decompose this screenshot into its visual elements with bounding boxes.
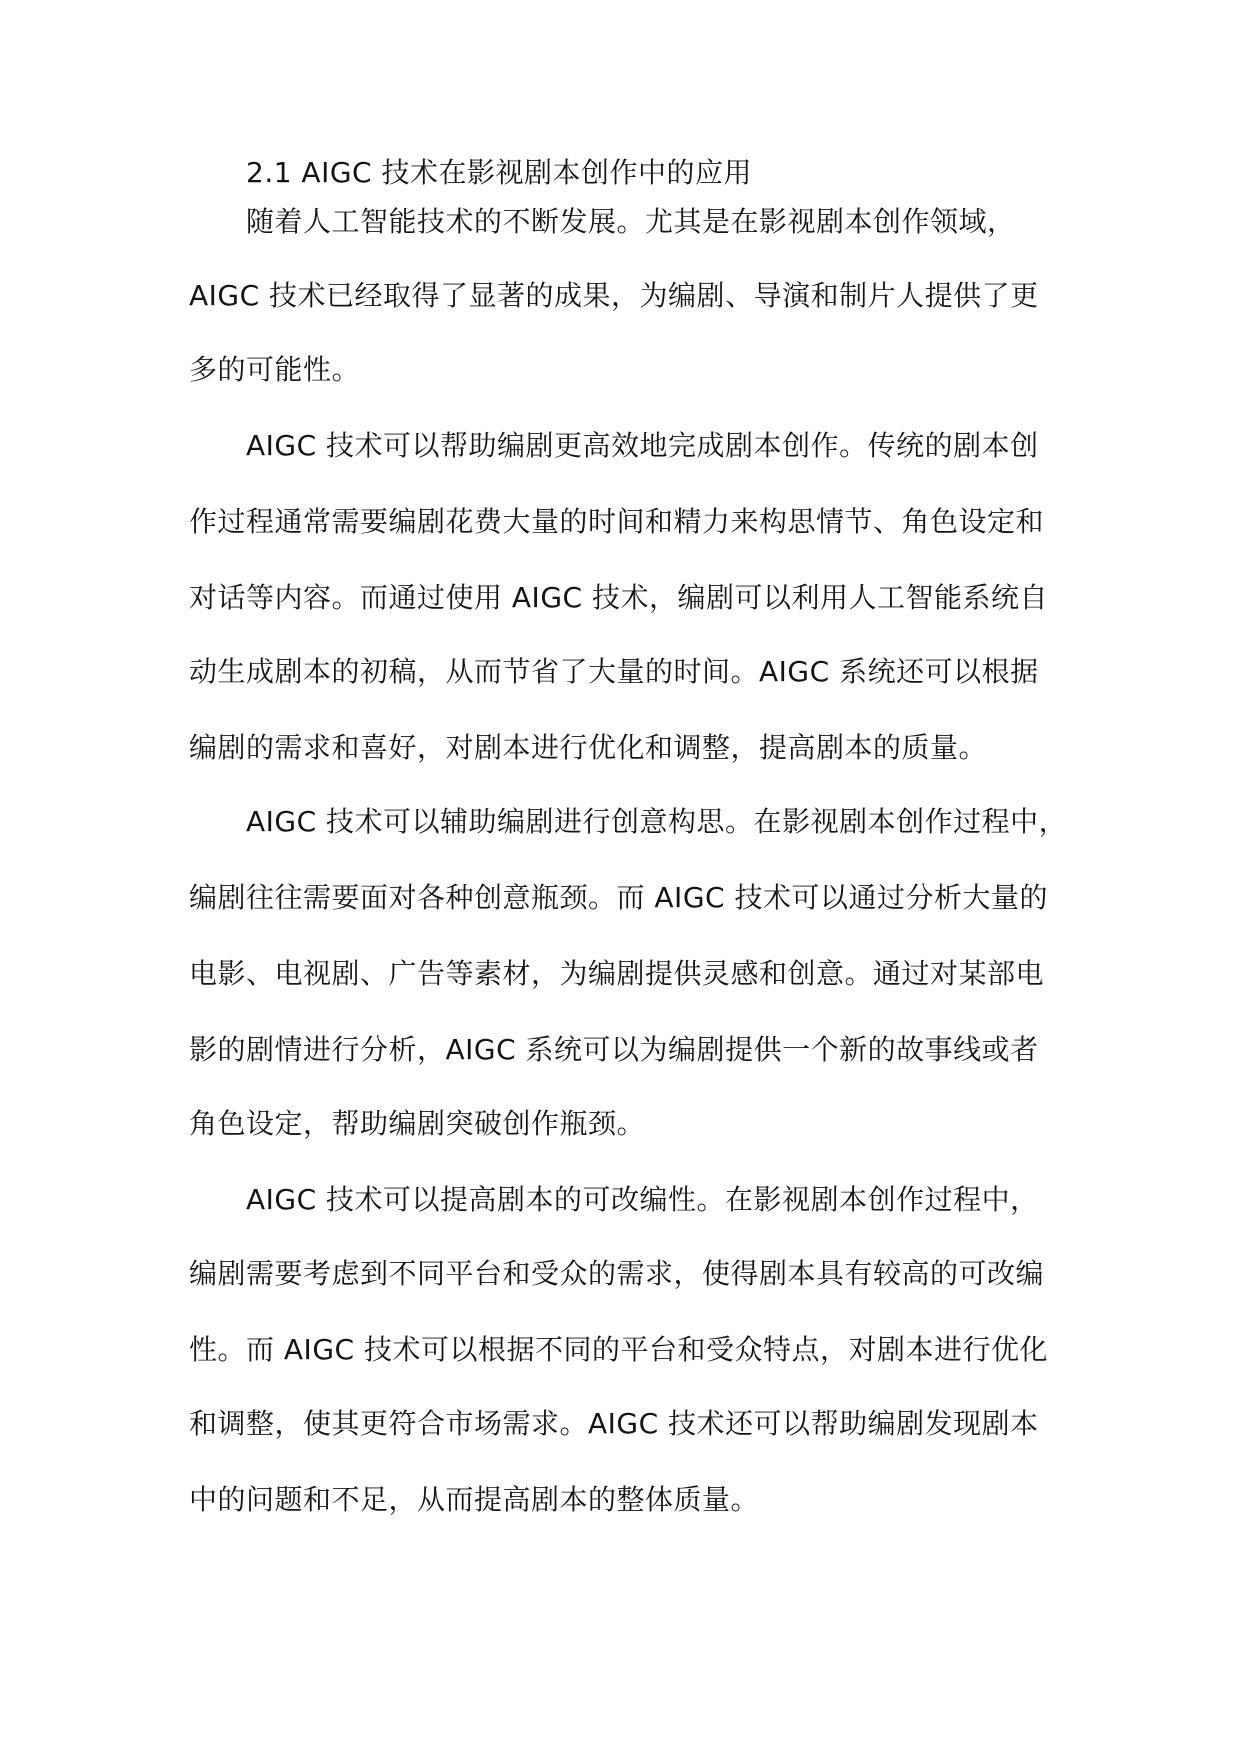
paragraph-3-line-5: 角色设定，帮助编剧突破创作瓶颈。 (189, 1107, 646, 1140)
paragraph-4-line-1: AIGC 技术可以提高剧本的可改编性。在影视剧本创作过程中， (246, 1183, 1039, 1216)
paragraph-4-line-4: 和调整，使其更符合市场需求。AIGC 技术还可以帮助编剧发现剧本 (189, 1407, 1039, 1440)
paragraph-3-line-4: 影的剧情进行分析，AIGC 系统可以为编剧提供一个新的故事线或者 (189, 1033, 1039, 1066)
paragraph-3-line-2: 编剧往往需要面对各种创意瓶颈。而 AIGC 技术可以通过分析大量的 (189, 881, 1048, 914)
paragraph-1-line-2: AIGC 技术已经取得了显著的成果，为编剧、导演和制片人提供了更 (189, 279, 1039, 312)
paragraph-3-line-1: AIGC 技术可以辅助编剧进行创意构思。在影视剧本创作过程中， (246, 805, 1068, 838)
paragraph-1-line-3: 多的可能性。 (189, 353, 361, 386)
paragraph-4-line-2: 编剧需要考虑到不同平台和受众的需求，使得剧本具有较高的可改编 (189, 1257, 1045, 1290)
paragraph-4-line-3: 性。而 AIGC 技术可以根据不同的平台和受众特点，对剧本进行优化 (189, 1333, 1048, 1366)
paragraph-2-line-1: AIGC 技术可以帮助编剧更高效地完成剧本创作。传统的剧本创 (246, 429, 1039, 462)
paragraph-2-line-5: 编剧的需求和喜好，对剧本进行优化和调整，提高剧本的质量。 (189, 731, 988, 764)
paragraph-2-line-2: 作过程通常需要编剧花费大量的时间和精力来构思情节、角色设定和 (189, 505, 1045, 538)
paragraph-3-line-3: 电影、电视剧、广告等素材，为编剧提供灵感和创意。通过对某部电 (189, 957, 1045, 990)
paragraph-1-line-1: 随着人工智能技术的不断发展。尤其是在影视剧本创作领域， (246, 205, 1016, 238)
paragraph-2-line-3: 对话等内容。而通过使用 AIGC 技术，编剧可以利用人工智能系统自 (189, 581, 1048, 614)
paragraph-2-line-4: 动生成剧本的初稿，从而节省了大量的时间。AIGC 系统还可以根据 (189, 655, 1039, 688)
paragraph-4-line-5: 中的问题和不足，从而提高剧本的整体质量。 (189, 1483, 760, 1516)
section-heading: 2.1 AIGC 技术在影视剧本创作中的应用 (246, 156, 752, 189)
